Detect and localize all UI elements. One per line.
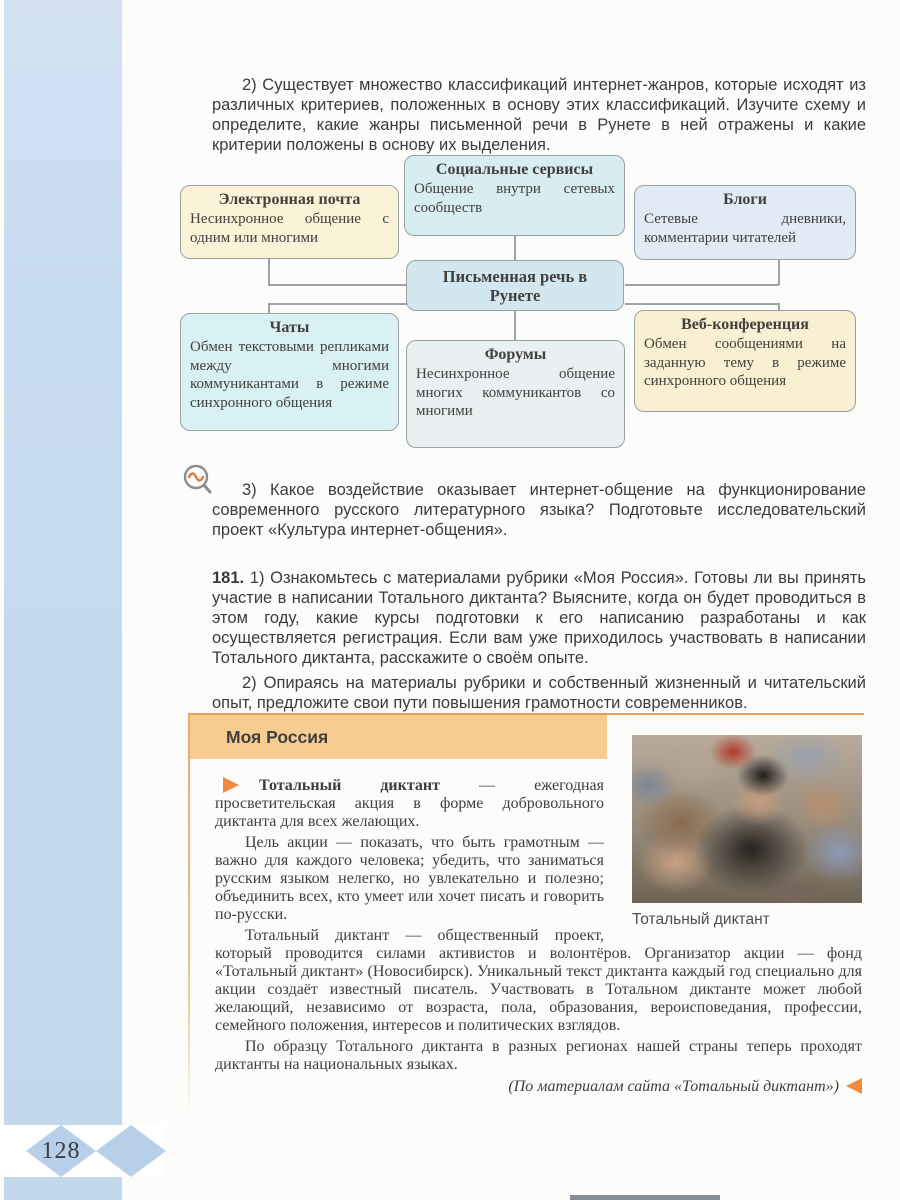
- end-marker-triangle-icon: [846, 1078, 862, 1094]
- diagram-connector: [268, 284, 407, 286]
- diagram-box-title: Письменная речь в Рунете: [442, 266, 588, 305]
- rubric-moya-rossiya: [188, 713, 864, 1131]
- diagram-connector: [778, 259, 780, 285]
- diagram-box-body: Несинхронное общение многих коммуникантов со многими: [416, 366, 615, 419]
- left-margin-stripe: [4, 0, 122, 1200]
- diagram-connector: [625, 284, 779, 286]
- dictation-figure: [618, 735, 862, 929]
- page-number: 128: [41, 1137, 81, 1164]
- lead-bullet-triangle-icon: [223, 777, 239, 793]
- diagram-box-email: [180, 185, 399, 259]
- diagram-box-body: Сетевые дневники, комментарии читателей: [644, 211, 846, 246]
- photo-caption: Тотальный диктант: [632, 911, 770, 928]
- rubric-source-text: (По материалам сайта «Тотальный диктант»): [508, 1078, 839, 1095]
- diagram-box-title: Веб-конференция: [681, 316, 809, 333]
- rubric-title: Моя Россия: [226, 727, 329, 747]
- diagram-box-forums: [406, 340, 625, 448]
- rubric-body: [215, 761, 862, 1099]
- dictation-photo: [632, 735, 862, 903]
- runet-genres-diagram: [180, 152, 862, 452]
- rubric-header: [190, 715, 607, 759]
- page-number-band: [0, 1125, 164, 1177]
- diagram-box-title: Электронная почта: [218, 191, 361, 208]
- diagram-box-body: Общение внутри сетевых сообществ: [414, 181, 615, 216]
- diagram-box-title: Форумы: [484, 346, 547, 363]
- diagram-box-title: Блоги: [723, 191, 767, 208]
- diagram-connector: [625, 303, 779, 305]
- exercise-number: 181.: [212, 568, 245, 587]
- rubric-lead-text: — ежегодная просветительская акция в форме добровольного диктанта для всех желающих.: [215, 777, 605, 830]
- task-3-paragraph: 3) Какое воздействие оказывает интернет-общение на функционирование современного русского литературного языка? Подготовьте исследовательский проект «Культура интернет-общения».: [212, 480, 866, 539]
- decor-diamond: [96, 1125, 166, 1177]
- diagram-box-web-conference: [634, 310, 856, 412]
- rubric-goal-paragraph: Цель акции — показать, что быть грамотным — важно для каждого человека; убедить, что заниматься русским языком нелегко, но увлекательно и полезно; объединить всех, кто умеет или хочет писать и говорить по-русски.: [215, 834, 604, 923]
- diagram-box-body: Несинхронное общение с одним или многими: [190, 211, 389, 246]
- diagram-connector: [514, 236, 516, 261]
- diagram-connector: [268, 258, 270, 285]
- exercise-181-part1: [212, 568, 866, 668]
- scan-artifact: [570, 1195, 720, 1200]
- task-2-paragraph: 2) Существует множество классификаций интернет-жанров, которые исходят из различных критериев, положенных в основу этих классификаций. Изучите схему и определите, какие жанры письменной речи в Рунете в ней отражены и какие критерии положены в основу их выделения.: [212, 75, 866, 154]
- rubric-source-line: [215, 1078, 862, 1096]
- rubric-body-paragraph-2: По образцу Тотального диктанта в разных регионах нашей страны теперь проходят диктанты на национальных языках.: [215, 1038, 862, 1073]
- diagram-connector: [514, 311, 516, 340]
- rubric-left-border: [188, 715, 190, 1117]
- diagram-box-social-services: [404, 155, 625, 236]
- research-magnifier-icon: [181, 463, 215, 501]
- exercise-181-part2: 2) Опираясь на материалы рубрики и собственный жизненный и читательский опыт, предложите свои пути повышения грамотности современников.: [212, 673, 866, 712]
- diagram-box-title: Чаты: [269, 319, 310, 336]
- diagram-box-body: Обмен текстовыми репликами между многими коммуникантами в режиме синхронного общения: [190, 339, 389, 411]
- diagram-box-blogs: [634, 185, 856, 260]
- diagram-connector: [268, 303, 407, 305]
- rubric-lead-term: Тотальный диктант: [259, 777, 441, 794]
- exercise-part1-text: 1) Ознакомьтесь с материалами рубрики «Моя Россия». Готовы ли вы принять участие в написании Тотального диктанта? Выясните, когда он будет проводиться в этом году, какие курсы подготовки к его написанию разработаны и как осуществляется регистрация. Если вам уже приходилось участвовать в написании Тотального диктанта, расскажите о своём опыте.: [212, 568, 866, 667]
- diagram-box-written-speech: [406, 260, 624, 311]
- diagram-box-body: Обмен сообщениями на заданную тему в режиме синхронного общения: [644, 336, 846, 389]
- diagram-box-chats: [180, 313, 399, 431]
- diagram-box-title: Социальные сервисы: [435, 161, 594, 178]
- rubric-body-paragraph-1: Тотальный диктант — общественный проект, который проводится силами активистов и волонтёров. Организатор акции — фонд «Тотальный диктант» (Новосибирск). Уникальный текст диктанта каждый год специально для акции создаёт известный писатель. Участвовать в Тотальном диктанте может любой желающий, независимо от возраста, пола, образования, вероисповедания, профессии, семейного положения, интересов и политических взглядов.: [215, 927, 862, 1034]
